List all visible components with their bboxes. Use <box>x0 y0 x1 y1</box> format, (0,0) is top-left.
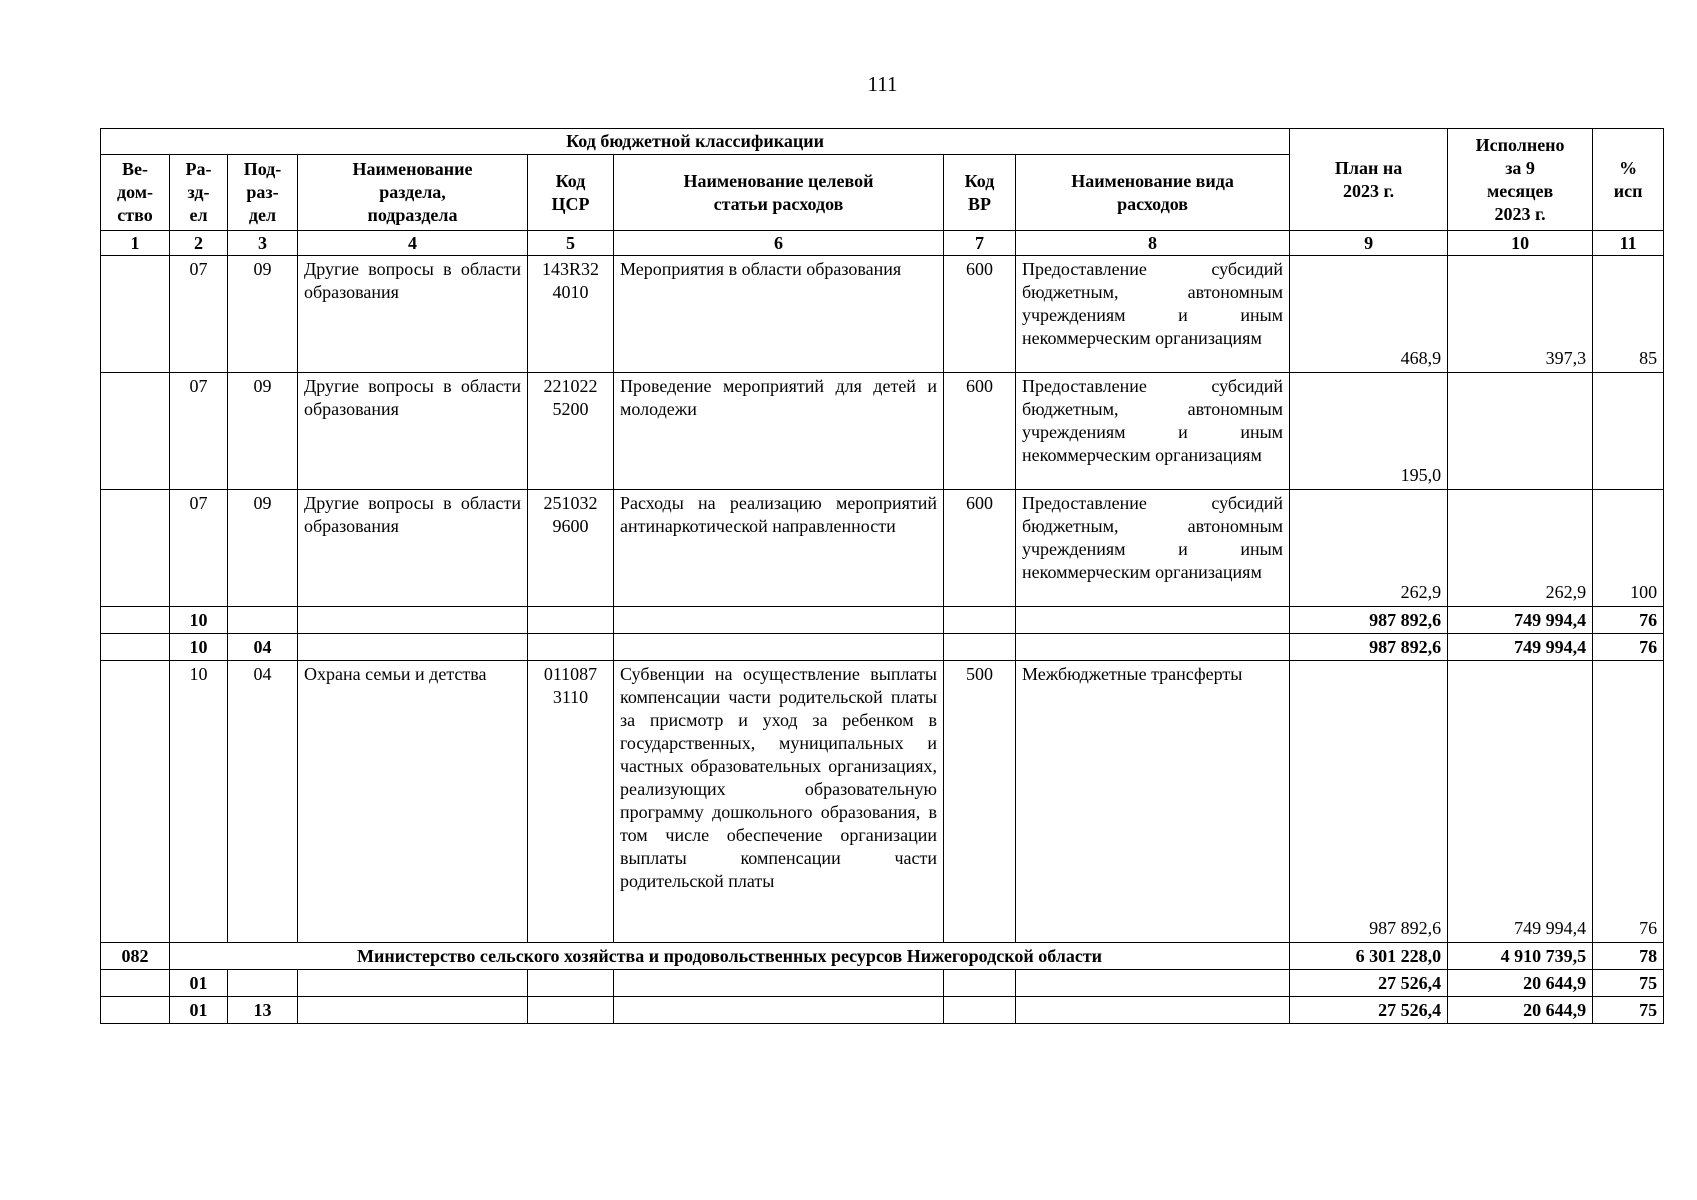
executed-cell: 749 994,4 <box>1448 661 1593 943</box>
percent-cell: 75 <box>1593 970 1664 997</box>
plan-cell: 6 301 228,0 <box>1290 943 1448 970</box>
subsection-cell: 13 <box>228 997 298 1024</box>
section-name-cell: Другие вопросы в области образования <box>298 490 528 607</box>
expense-type-cell <box>1016 970 1290 997</box>
section-cell: 10 <box>170 661 228 943</box>
target-item-cell <box>614 634 944 661</box>
target-item-cell <box>614 607 944 634</box>
index-cell: 10 <box>1448 231 1593 256</box>
executed-cell: 262,9 <box>1448 490 1593 607</box>
expense-type-cell <box>1016 634 1290 661</box>
index-cell: 3 <box>228 231 298 256</box>
target-item-cell: Субвенции на осуществление выплаты компенсации части родительской платы за присмотр и уход за ребенком в государственных, муниципальных и частных образовательных организациях, реализующих образовательную программу дошкольного образования, в том числе обеспечение организации выплаты компенсации части родительской платы <box>614 661 944 943</box>
index-cell: 9 <box>1290 231 1448 256</box>
section-cell: 10 <box>170 607 228 634</box>
section-name-cell: Охрана семьи и детства <box>298 661 528 943</box>
percent-cell <box>1593 373 1664 490</box>
csr-code-cell <box>528 634 614 661</box>
plan-cell: 987 892,6 <box>1290 634 1448 661</box>
vr-code-cell <box>944 970 1016 997</box>
percent-cell: 76 <box>1593 661 1664 943</box>
index-cell: 1 <box>101 231 170 256</box>
csr-code-cell: 011087 3110 <box>528 661 614 943</box>
vr-code-cell <box>944 607 1016 634</box>
budget-table <box>100 128 1664 1024</box>
target-item-cell: Проведение мероприятий для детей и молодежи <box>614 373 944 490</box>
section-name-cell <box>298 607 528 634</box>
target-item-cell <box>614 997 944 1024</box>
target-item-cell <box>614 970 944 997</box>
department-cell <box>101 661 170 943</box>
subsection-cell <box>228 970 298 997</box>
table-row <box>101 256 1664 373</box>
table-row <box>101 373 1664 490</box>
department-cell: 082 <box>101 943 170 970</box>
column-index-row <box>101 231 1664 256</box>
expense-type-header: Наименование вида расходов <box>1016 155 1290 231</box>
table-row <box>101 661 1664 943</box>
ministry-name: Министерство сельского хозяйства и продовольственных ресурсов Нижегородской области <box>170 943 1290 970</box>
index-cell: 7 <box>944 231 1016 256</box>
index-cell: 11 <box>1593 231 1664 256</box>
csr-code-cell: 251032 9600 <box>528 490 614 607</box>
subsection-header: Под- раз- дел <box>228 155 298 231</box>
subsection-cell: 09 <box>228 373 298 490</box>
section-name-cell <box>298 997 528 1024</box>
expense-type-cell: Предоставление субсидий бюджетным, автономным учреждениям и иным некоммерческим организациям <box>1016 490 1290 607</box>
ministry-row <box>101 943 1664 970</box>
vr-code-cell: 600 <box>944 373 1016 490</box>
executed-cell: 397,3 <box>1448 256 1593 373</box>
department-header: Ве- дом- ство <box>101 155 170 231</box>
department-cell <box>101 970 170 997</box>
section-cell: 01 <box>170 970 228 997</box>
department-cell <box>101 373 170 490</box>
expense-type-cell <box>1016 607 1290 634</box>
percent-cell: 78 <box>1593 943 1664 970</box>
budget-classification-header: Код бюджетной классификации <box>101 129 1290 155</box>
vr-code-cell: 600 <box>944 490 1016 607</box>
csr-code-cell <box>528 997 614 1024</box>
percent-cell: 76 <box>1593 607 1664 634</box>
section-total-row <box>101 970 1664 997</box>
plan-cell: 195,0 <box>1290 373 1448 490</box>
index-cell: 4 <box>298 231 528 256</box>
vr-code-cell <box>944 997 1016 1024</box>
subsection-total-row <box>101 634 1664 661</box>
section-name-cell: Другие вопросы в области образования <box>298 256 528 373</box>
percent-header: % исп <box>1593 129 1664 231</box>
plan-cell: 468,9 <box>1290 256 1448 373</box>
index-cell: 2 <box>170 231 228 256</box>
target-item-cell: Расходы на реализацию мероприятий антинаркотической направленности <box>614 490 944 607</box>
subsection-cell: 04 <box>228 634 298 661</box>
index-cell: 8 <box>1016 231 1290 256</box>
department-cell <box>101 490 170 607</box>
department-cell <box>101 256 170 373</box>
index-cell: 5 <box>528 231 614 256</box>
executed-header: Исполнено за 9 месяцев 2023 г. <box>1448 129 1593 231</box>
target-item-cell: Мероприятия в области образования <box>614 256 944 373</box>
target-item-header: Наименование целевой статьи расходов <box>614 155 944 231</box>
section-cell: 01 <box>170 997 228 1024</box>
executed-cell: 749 994,4 <box>1448 607 1593 634</box>
executed-cell: 20 644,9 <box>1448 997 1593 1024</box>
percent-cell: 75 <box>1593 997 1664 1024</box>
expense-type-cell: Предоставление субсидий бюджетным, автономным учреждениям и иным некоммерческим организациям <box>1016 256 1290 373</box>
table-row <box>101 490 1664 607</box>
department-cell <box>101 634 170 661</box>
section-name-cell <box>298 970 528 997</box>
vr-code-header: Код ВР <box>944 155 1016 231</box>
csr-code-cell <box>528 970 614 997</box>
expense-type-cell: Предоставление субсидий бюджетным, автономным учреждениям и иным некоммерческим организациям <box>1016 373 1290 490</box>
plan-header: План на 2023 г. <box>1290 129 1448 231</box>
csr-code-cell: 221022 5200 <box>528 373 614 490</box>
section-cell: 07 <box>170 373 228 490</box>
subsection-cell: 04 <box>228 661 298 943</box>
subsection-total-row <box>101 997 1664 1024</box>
section-name-cell <box>298 634 528 661</box>
csr-code-header: Код ЦСР <box>528 155 614 231</box>
department-cell <box>101 607 170 634</box>
plan-cell: 27 526,4 <box>1290 970 1448 997</box>
section-total-row <box>101 607 1664 634</box>
percent-cell: 85 <box>1593 256 1664 373</box>
subsection-cell <box>228 607 298 634</box>
section-name-cell: Другие вопросы в области образования <box>298 373 528 490</box>
section-header: Ра- зд- ел <box>170 155 228 231</box>
expense-type-cell: Межбюджетные трансферты <box>1016 661 1290 943</box>
executed-cell: 749 994,4 <box>1448 634 1593 661</box>
csr-code-cell: 143R32 4010 <box>528 256 614 373</box>
executed-cell <box>1448 373 1593 490</box>
percent-cell: 76 <box>1593 634 1664 661</box>
subsection-cell: 09 <box>228 490 298 607</box>
section-cell: 10 <box>170 634 228 661</box>
plan-cell: 987 892,6 <box>1290 607 1448 634</box>
vr-code-cell: 600 <box>944 256 1016 373</box>
index-cell: 6 <box>614 231 944 256</box>
page-number: 111 <box>867 72 898 96</box>
plan-cell: 262,9 <box>1290 490 1448 607</box>
executed-cell: 4 910 739,5 <box>1448 943 1593 970</box>
section-cell: 07 <box>170 256 228 373</box>
subsection-cell: 09 <box>228 256 298 373</box>
plan-cell: 987 892,6 <box>1290 661 1448 943</box>
csr-code-cell <box>528 607 614 634</box>
section-name-header: Наименование раздела, подраздела <box>298 155 528 231</box>
vr-code-cell: 500 <box>944 661 1016 943</box>
department-cell <box>101 997 170 1024</box>
vr-code-cell <box>944 634 1016 661</box>
percent-cell: 100 <box>1593 490 1664 607</box>
section-cell: 07 <box>170 490 228 607</box>
plan-cell: 27 526,4 <box>1290 997 1448 1024</box>
expense-type-cell <box>1016 997 1290 1024</box>
executed-cell: 20 644,9 <box>1448 970 1593 997</box>
